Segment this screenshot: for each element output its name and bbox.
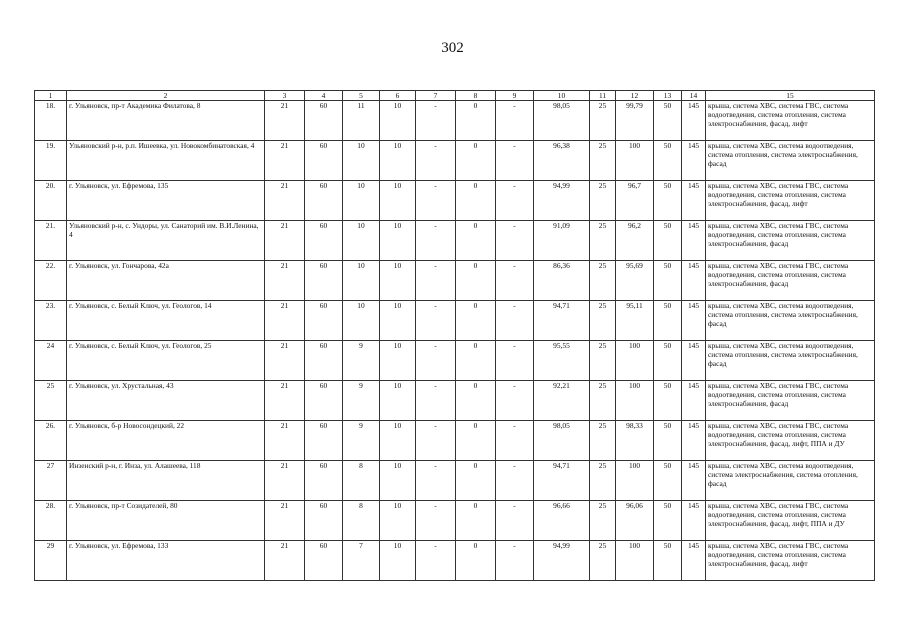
col-4: 60 bbox=[305, 381, 343, 421]
col-7: - bbox=[416, 301, 456, 341]
column-header: 12 bbox=[616, 91, 654, 101]
table-row bbox=[35, 301, 875, 341]
column-header: 6 bbox=[380, 91, 416, 101]
col-6: 10 bbox=[380, 501, 416, 541]
col-4: 60 bbox=[305, 181, 343, 221]
col-11: 25 bbox=[590, 181, 616, 221]
col-9: - bbox=[496, 261, 534, 301]
col-5: 11 bbox=[343, 101, 380, 141]
col-13: 50 bbox=[654, 141, 682, 181]
col-12: 100 bbox=[616, 341, 654, 381]
col-11: 25 bbox=[590, 261, 616, 301]
col-5: 9 bbox=[343, 421, 380, 461]
col-12: 100 bbox=[616, 141, 654, 181]
row-number: 25 bbox=[35, 381, 67, 421]
col-8: 0 bbox=[456, 301, 496, 341]
col-9: - bbox=[496, 381, 534, 421]
col-3: 21 bbox=[265, 541, 305, 581]
works-list: крыша, система ХВС, система ГВС, система водоотведения, система отопления, система электроснабжения, фасад, лифт, ППА и ДУ bbox=[706, 421, 875, 461]
works-list: крыша, система ХВС, система водоотведения, система отопления, система электроснабжения, фасад bbox=[706, 141, 875, 181]
address: Ульяновский р-н, р.п. Ишеевка, ул. Новокомбинатовская, 4 bbox=[67, 141, 265, 181]
col-3: 21 bbox=[265, 341, 305, 381]
col-6: 10 bbox=[380, 221, 416, 261]
works-list: крыша, система ХВС, система водоотведения, система отопления, система электроснабжения, фасад bbox=[706, 301, 875, 341]
col-5: 8 bbox=[343, 501, 380, 541]
col-9: - bbox=[496, 501, 534, 541]
address: г. Ульяновск, б-р Новосондецкий, 22 bbox=[67, 421, 265, 461]
col-4: 60 bbox=[305, 261, 343, 301]
col-8: 0 bbox=[456, 541, 496, 581]
col-4: 60 bbox=[305, 221, 343, 261]
col-3: 21 bbox=[265, 101, 305, 141]
col-7: - bbox=[416, 501, 456, 541]
col-6: 10 bbox=[380, 141, 416, 181]
col-10: 94,71 bbox=[534, 301, 590, 341]
column-header: 5 bbox=[343, 91, 380, 101]
table-row bbox=[35, 181, 875, 221]
col-8: 0 bbox=[456, 181, 496, 221]
col-6: 10 bbox=[380, 301, 416, 341]
col-4: 60 bbox=[305, 141, 343, 181]
col-9: - bbox=[496, 221, 534, 261]
col-11: 25 bbox=[590, 221, 616, 261]
col-8: 0 bbox=[456, 221, 496, 261]
column-header: 1 bbox=[35, 91, 67, 101]
col-14: 145 bbox=[682, 341, 706, 381]
col-12: 96,7 bbox=[616, 181, 654, 221]
table-row bbox=[35, 381, 875, 421]
col-5: 10 bbox=[343, 181, 380, 221]
works-list: крыша, система ХВС, система ГВС, система водоотведения, система отопления, система электроснабжения, фасад, лифт bbox=[706, 101, 875, 141]
col-7: - bbox=[416, 181, 456, 221]
col-14: 145 bbox=[682, 381, 706, 421]
col-9: - bbox=[496, 101, 534, 141]
address: г. Ульяновск, ул. Хрустальная, 43 bbox=[67, 381, 265, 421]
col-13: 50 bbox=[654, 461, 682, 501]
col-14: 145 bbox=[682, 461, 706, 501]
table-row bbox=[35, 541, 875, 581]
col-14: 145 bbox=[682, 181, 706, 221]
col-3: 21 bbox=[265, 421, 305, 461]
col-9: - bbox=[496, 461, 534, 501]
col-12: 99,79 bbox=[616, 101, 654, 141]
header-row bbox=[35, 91, 875, 101]
works-list: крыша, система ХВС, система ГВС, система водоотведения, система отопления, система электроснабжения, фасад, лифт bbox=[706, 541, 875, 581]
col-10: 95,55 bbox=[534, 341, 590, 381]
col-14: 145 bbox=[682, 101, 706, 141]
works-list: крыша, система ХВС, система ГВС, система водоотведения, система отопления, система электроснабжения, фасад bbox=[706, 381, 875, 421]
col-5: 9 bbox=[343, 341, 380, 381]
address: г. Ульяновск, пр-т Академика Филатова, 8 bbox=[67, 101, 265, 141]
col-7: - bbox=[416, 101, 456, 141]
col-11: 25 bbox=[590, 301, 616, 341]
column-header: 13 bbox=[654, 91, 682, 101]
row-number: 21. bbox=[35, 221, 67, 261]
column-header: 8 bbox=[456, 91, 496, 101]
col-10: 94,71 bbox=[534, 461, 590, 501]
col-5: 10 bbox=[343, 221, 380, 261]
col-3: 21 bbox=[265, 301, 305, 341]
col-10: 94,99 bbox=[534, 541, 590, 581]
column-header: 4 bbox=[305, 91, 343, 101]
col-4: 60 bbox=[305, 461, 343, 501]
col-7: - bbox=[416, 261, 456, 301]
col-14: 145 bbox=[682, 301, 706, 341]
table-row bbox=[35, 101, 875, 141]
col-13: 50 bbox=[654, 261, 682, 301]
col-13: 50 bbox=[654, 541, 682, 581]
col-7: - bbox=[416, 541, 456, 581]
works-list: крыша, система ХВС, система водоотведения, система отопления, система электроснабжения, фасад bbox=[706, 341, 875, 381]
row-number: 22. bbox=[35, 261, 67, 301]
col-14: 145 bbox=[682, 261, 706, 301]
row-number: 18. bbox=[35, 101, 67, 141]
col-11: 25 bbox=[590, 101, 616, 141]
col-13: 50 bbox=[654, 181, 682, 221]
col-3: 21 bbox=[265, 141, 305, 181]
col-8: 0 bbox=[456, 341, 496, 381]
col-10: 96,66 bbox=[534, 501, 590, 541]
col-12: 100 bbox=[616, 381, 654, 421]
col-11: 25 bbox=[590, 141, 616, 181]
column-header: 9 bbox=[496, 91, 534, 101]
col-3: 21 bbox=[265, 261, 305, 301]
table-row bbox=[35, 421, 875, 461]
row-number: 28. bbox=[35, 501, 67, 541]
row-number: 29 bbox=[35, 541, 67, 581]
works-list: крыша, система ХВС, система ГВС, система водоотведения, система отопления, система электроснабжения, фасад bbox=[706, 261, 875, 301]
col-9: - bbox=[496, 141, 534, 181]
col-12: 100 bbox=[616, 541, 654, 581]
row-number: 23. bbox=[35, 301, 67, 341]
col-8: 0 bbox=[456, 141, 496, 181]
col-7: - bbox=[416, 381, 456, 421]
col-12: 96,06 bbox=[616, 501, 654, 541]
table-row bbox=[35, 341, 875, 381]
column-header: 7 bbox=[416, 91, 456, 101]
col-14: 145 bbox=[682, 221, 706, 261]
col-8: 0 bbox=[456, 461, 496, 501]
table-row bbox=[35, 501, 875, 541]
address: Ульяновский р-н, с. Ундоры, ул. Санаторий им. В.И.Ленина, 4 bbox=[67, 221, 265, 261]
col-13: 50 bbox=[654, 301, 682, 341]
col-7: - bbox=[416, 461, 456, 501]
col-12: 98,33 bbox=[616, 421, 654, 461]
col-5: 8 bbox=[343, 461, 380, 501]
col-3: 21 bbox=[265, 461, 305, 501]
column-header: 2 bbox=[67, 91, 265, 101]
col-4: 60 bbox=[305, 301, 343, 341]
col-10: 96,38 bbox=[534, 141, 590, 181]
col-12: 100 bbox=[616, 461, 654, 501]
column-header: 14 bbox=[682, 91, 706, 101]
col-8: 0 bbox=[456, 381, 496, 421]
col-5: 7 bbox=[343, 541, 380, 581]
register-table bbox=[34, 90, 875, 581]
column-header: 10 bbox=[534, 91, 590, 101]
col-7: - bbox=[416, 421, 456, 461]
col-12: 95,11 bbox=[616, 301, 654, 341]
col-9: - bbox=[496, 541, 534, 581]
col-3: 21 bbox=[265, 381, 305, 421]
col-3: 21 bbox=[265, 221, 305, 261]
col-6: 10 bbox=[380, 541, 416, 581]
col-10: 86,36 bbox=[534, 261, 590, 301]
table-row bbox=[35, 261, 875, 301]
table-row bbox=[35, 141, 875, 181]
col-5: 10 bbox=[343, 261, 380, 301]
row-number: 20. bbox=[35, 181, 67, 221]
col-9: - bbox=[496, 181, 534, 221]
col-11: 25 bbox=[590, 421, 616, 461]
column-header: 15 bbox=[706, 91, 875, 101]
col-8: 0 bbox=[456, 421, 496, 461]
col-11: 25 bbox=[590, 381, 616, 421]
address: г. Ульяновск, ул. Ефремова, 135 bbox=[67, 181, 265, 221]
col-7: - bbox=[416, 221, 456, 261]
table-row bbox=[35, 461, 875, 501]
col-14: 145 bbox=[682, 541, 706, 581]
table-body bbox=[35, 101, 875, 581]
col-4: 60 bbox=[305, 421, 343, 461]
col-6: 10 bbox=[380, 421, 416, 461]
col-13: 50 bbox=[654, 501, 682, 541]
col-11: 25 bbox=[590, 341, 616, 381]
col-13: 50 bbox=[654, 381, 682, 421]
column-header: 11 bbox=[590, 91, 616, 101]
col-5: 10 bbox=[343, 301, 380, 341]
col-6: 10 bbox=[380, 181, 416, 221]
col-8: 0 bbox=[456, 101, 496, 141]
row-number: 26. bbox=[35, 421, 67, 461]
address: г. Ульяновск, пр-т Созидателей, 80 bbox=[67, 501, 265, 541]
col-13: 50 bbox=[654, 101, 682, 141]
row-number: 24 bbox=[35, 341, 67, 381]
col-7: - bbox=[416, 341, 456, 381]
col-14: 145 bbox=[682, 501, 706, 541]
address: г. Ульяновск, ул. Ефремова, 133 bbox=[67, 541, 265, 581]
col-5: 10 bbox=[343, 141, 380, 181]
row-number: 19. bbox=[35, 141, 67, 181]
col-5: 9 bbox=[343, 381, 380, 421]
address: г. Ульяновск, с. Белый Ключ, ул. Геологов, 14 bbox=[67, 301, 265, 341]
column-header: 3 bbox=[265, 91, 305, 101]
address: Инзенский р-н, г. Инза, ул. Алашеева, 118 bbox=[67, 461, 265, 501]
col-6: 10 bbox=[380, 461, 416, 501]
col-4: 60 bbox=[305, 341, 343, 381]
col-9: - bbox=[496, 421, 534, 461]
col-10: 98,05 bbox=[534, 101, 590, 141]
col-6: 10 bbox=[380, 101, 416, 141]
col-4: 60 bbox=[305, 101, 343, 141]
col-11: 25 bbox=[590, 501, 616, 541]
col-13: 50 bbox=[654, 341, 682, 381]
works-list: крыша, система ХВС, система ГВС, система водоотведения, система отопления, система электроснабжения, фасад bbox=[706, 221, 875, 261]
col-11: 25 bbox=[590, 461, 616, 501]
table-row bbox=[35, 221, 875, 261]
page-number: 302 bbox=[441, 40, 464, 56]
col-13: 50 bbox=[654, 421, 682, 461]
col-10: 98,05 bbox=[534, 421, 590, 461]
col-10: 91,09 bbox=[534, 221, 590, 261]
col-7: - bbox=[416, 141, 456, 181]
col-11: 25 bbox=[590, 541, 616, 581]
col-6: 10 bbox=[380, 261, 416, 301]
col-8: 0 bbox=[456, 501, 496, 541]
col-4: 60 bbox=[305, 501, 343, 541]
works-list: крыша, система ХВС, система водоотведения, система электроснабжения, система отопления, фасад bbox=[706, 461, 875, 501]
col-6: 10 bbox=[380, 381, 416, 421]
address: г. Ульяновск, с. Белый Ключ, ул. Геологов, 25 bbox=[67, 341, 265, 381]
col-14: 145 bbox=[682, 421, 706, 461]
works-list: крыша, система ХВС, система ГВС, система водоотведения, система отопления, система электроснабжения, фасад, лифт bbox=[706, 181, 875, 221]
col-6: 10 bbox=[380, 341, 416, 381]
col-13: 50 bbox=[654, 221, 682, 261]
col-3: 21 bbox=[265, 181, 305, 221]
col-8: 0 bbox=[456, 261, 496, 301]
works-list: крыша, система ХВС, система ГВС, система водоотведения, система отопления, система электроснабжения, фасад, лифт, ППА и ДУ bbox=[706, 501, 875, 541]
col-9: - bbox=[496, 341, 534, 381]
address: г. Ульяновск, ул. Гончарова, 42а bbox=[67, 261, 265, 301]
col-10: 94,99 bbox=[534, 181, 590, 221]
col-3: 21 bbox=[265, 501, 305, 541]
col-12: 95,69 bbox=[616, 261, 654, 301]
col-14: 145 bbox=[682, 141, 706, 181]
col-4: 60 bbox=[305, 541, 343, 581]
col-10: 92,21 bbox=[534, 381, 590, 421]
row-number: 27 bbox=[35, 461, 67, 501]
col-12: 96,2 bbox=[616, 221, 654, 261]
col-9: - bbox=[496, 301, 534, 341]
